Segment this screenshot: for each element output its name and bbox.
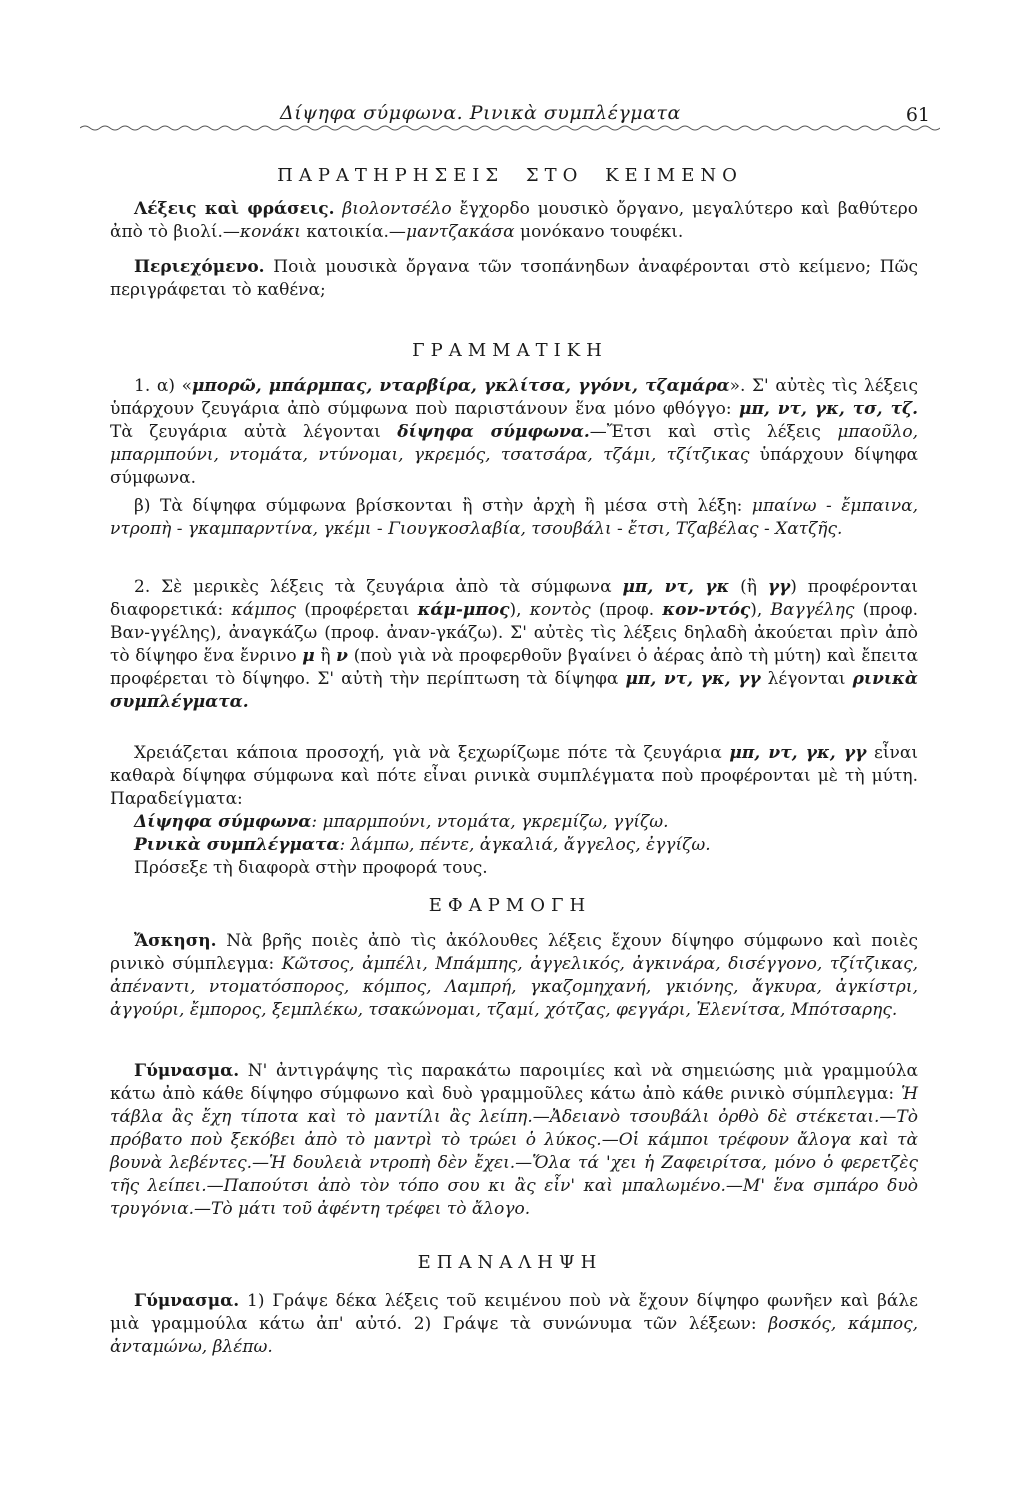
text-run: 2. Σὲ μερικὲς λέξεις τὰ ζευγάρια ἀπὸ τὰ σύμφωνα: [134, 577, 623, 597]
text-run: ) προφέρονται διαφορετικά:: [110, 577, 919, 620]
glossary-word: μαντζακάσα: [405, 222, 515, 242]
digraph-list: μπ, ντ, γκ, γγ: [729, 743, 867, 763]
term-digraphs: δίψηφα σύμφωνα.: [397, 422, 590, 442]
book-page: [80, 0, 940, 1500]
paragraph-words-phrases: [110, 198, 918, 244]
glossary-word: κονάκι: [239, 222, 301, 242]
glossary-definition: μονόκανο τουφέκι.: [514, 222, 684, 242]
page-number: 61: [905, 104, 930, 126]
text-run: ),: [509, 600, 530, 620]
header-wavy-rule: [80, 124, 940, 132]
pronunciation: κον-ντός: [662, 600, 751, 620]
content-question: Ποιὰ μουσικὰ ὄργανα τῶν τσοπάνηδων ἀναφέρονται στὸ κείμενο; Πῶς περιγράφεται τὸ καθένα;: [110, 257, 918, 300]
example-words: μπορῶ, μπάρμπας, νταρβίρα, γκλίτσα, γγόνι, τζαμάρα: [191, 376, 730, 396]
text-run: Σ' αὐτὲς τὶς λέξεις δηλαδὴ ἀκούεται πρὶν ἀπὸ τὸ δίψηφο ἕνα ἔνρινο: [110, 623, 918, 666]
text-run: (ἢ: [729, 577, 768, 597]
text-run: (προφέρεται: [296, 600, 418, 620]
proverb-list: Ἡ τάβλα ἂς ἔχη τίποτα καὶ τὸ μαντίλι ἂς λείπη.—Ἀδειανὸ τσουβάλι ὀρθὸ δὲ στέκεται.—Τὸ πρόβατο ποὺ ξεκόβει ἀπὸ τὸ μαντρὶ τὸ τρώει ὁ λύκος.—Οἱ κάμποι τρέφουν ἄλογα καὶ τὰ βουνὰ λεβέντες.—Ἡ δουλειὰ ντροπὴ δὲν ἔχει.—Ὅλα τά 'χει ἡ Ζαφειρίτσα, μόνο ὁ φερετζὲς τῆς λείπει.—Παπούτσι ἀπὸ τὸν τόπο σου κι ἂς εἶν' καὶ μπαλωμένο.—Μ' ἕνα σμπάρο δυὸ τρυγόνια.—Τὸ μάτι τοῦ ἀφέντη τρέφει τὸ ἄλογο.: [110, 1084, 918, 1219]
paragraph-exercise: [110, 930, 918, 1022]
pronunciation: κάμ-μπος: [417, 600, 510, 620]
running-title: Δίψηφα σύμφωνα. Ρινικὰ συμπλέγματα: [280, 102, 681, 124]
text-run: λέγονται: [760, 669, 853, 689]
example-word: κοντὸς: [529, 600, 591, 620]
exercise-word-list: Κῶτσος, ἀμπέλι, Μπάμπης, ἀγγελικός, ἀγκινάρα, δισέγγονο, τζίτζικας, ἀπέναντι, ντοματόσπορος, κόμπος, Λαμπρή, γκαζομηχανή, γκιόνης, ἄγκυρα, ἀγκίστρι, ἀγγούρι, ἔμπορος, ξεμπλέκω, τσακώνομαι, τζαμί, χότζας, φεγγάρι, Ἑλενίτσα, Μπότσαρης.: [110, 954, 918, 1020]
text-run: Τὰ ζευγάρια αὐτὰ λέγονται: [110, 422, 398, 442]
heading-application: ΕΦΑΡΜΟΓΗ: [428, 895, 592, 916]
running-header: [80, 96, 940, 130]
text-run: Ν' ἀντιγράψης τὶς παρακάτω παροιμίες καὶ νὰ σημειώσης μιὰ γραμμούλα κάτω ἀπὸ κάθε δίψηφο σύμφωνο καὶ δυὸ γραμμοῦλες κάτω ἀπὸ κάθε ρινικὸ σύμπλεγμα:: [110, 1061, 918, 1104]
example-line-digraphs: [134, 811, 918, 834]
label-words-phrases: Λέξεις καὶ φράσεις.: [134, 199, 335, 219]
text-run: ἢ: [314, 646, 337, 666]
nasal-m: μ: [302, 646, 315, 666]
text-run: Χρειάζεται κάποια προσοχή, γιὰ νὰ ξεχωρίζωμε πότε τὰ ζευγάρια: [134, 743, 730, 763]
text-run: Νὰ βρῆς ποιὲς ἀπὸ τὶς ἀκόλουθες λέξεις ἔχουν δίψηφο σύμφωνο καὶ ποιὲς ρινικὸ σύμπλεγμα:: [110, 931, 918, 974]
paragraph-review-drill: [110, 1290, 918, 1359]
heading-review: ΕΠΑΝΑΛΗΨΗ: [417, 1252, 603, 1273]
digraph-list: μπ, ντ, γκ: [622, 577, 730, 597]
text-run: —Ἔτσι καὶ στὶς λέξεις: [589, 422, 838, 442]
glossary-definition: κατοικία.—: [300, 222, 406, 242]
label-drill: Γύμνασμα.: [134, 1291, 240, 1311]
heading-grammar: ΓΡΑΜΜΑΤΙΚΗ: [412, 340, 608, 361]
example-word: Βαγγέλης: [770, 600, 855, 620]
text-run: ),: [750, 600, 771, 620]
example-line-nasal: [134, 834, 918, 857]
text-run: (προφ.: [590, 600, 663, 620]
digraph-gg: γγ: [767, 577, 791, 597]
text-run: ὑπάρχουν δίψηφα σύμφωνα.: [110, 445, 918, 488]
text-run: εἶναι καθαρὰ δίψηφα σύμφωνα καὶ πότε εἶναι ρινικὰ συμπλέγματα ποὺ προφέρονται μὲ τὴ μύτη. Παραδείγματα:: [110, 743, 918, 809]
label-drill: Γύμνασμα.: [134, 1061, 240, 1081]
digraph-list: μπ, ντ, γκ, γγ: [625, 669, 761, 689]
example-word: κάμπος: [231, 600, 297, 620]
label-content: Περιεχόμενο.: [134, 257, 265, 277]
review-word-list: βοσκός, κάμπος, ἀνταμώνω, βλέπω.: [110, 1314, 918, 1357]
example-list: : μπαρμπούνι, ντομάτα, γκρεμίζω, γγίζω.: [311, 812, 669, 832]
text-run: 1. α) «: [134, 376, 192, 396]
paragraph-grammar-1b: [110, 495, 918, 541]
digraph-list: μπ, ντ, γκ, τσ, τζ.: [739, 399, 918, 419]
paragraph-grammar-attention: [110, 742, 918, 811]
paragraph-grammar-2: [110, 576, 918, 714]
example-label: Ρινικὰ συμπλέγματα: [134, 835, 340, 855]
glossary-definition: ἔγχορδο μουσικὸ ὄργανο, μεγαλύτερο καὶ βαθύτερο ἀπὸ τὸ βιολί.—: [110, 199, 919, 242]
text-run: (ποὺ γιὰ νὰ προφερθοῦν βγαίνει ὁ ἀέρας ἀπὸ τὴ μύτη) καὶ ἔπειτα προφέρεται τὸ δίψηφο. Σ' αὐτὴ τὴν περίπτωση τὰ δίψηφα: [110, 646, 919, 689]
label-exercise: Ἄσκηση.: [134, 931, 217, 951]
example-words: μπαοῦλο, μπαρμπούνι, ντομάτα, ντύνομαι, γκρεμός, τσατσάρα, τζάμι, τζίτζικας: [110, 422, 918, 465]
example-label: Δίψηφα σύμφωνα: [134, 812, 312, 832]
nasal-n: ν: [336, 646, 348, 666]
paragraph-drill-proverbs: [110, 1060, 918, 1221]
text-run: 1) Γράψε δέκα λέξεις τοῦ κειμένου ποὺ νὰ ἔχουν δίψηφο φωνῆεν καὶ βάλε μιὰ γραμμούλα κάτω ἀπ' αὐτό. 2) Γράψε τὰ συνώνυμα τῶν λέξεων:: [110, 1291, 918, 1334]
example-list: : λάμπω, πέντε, ἀγκαλιά, ἄγγελος, ἐγγίζω.: [339, 835, 711, 855]
heading-observations: ΠΑΡΑΤΗΡΗΣΕΙΣ ΣΤΟ ΚΕΙΜΕΝΟ: [277, 165, 743, 186]
pronunciation-note: Πρόσεξε τὴ διαφορὰ στὴν προφορά τους.: [134, 858, 488, 878]
glossary-word: βιολοντσέλο: [342, 199, 452, 219]
example-words: μπαίνω - ἔμπαινα, ντροπὴ - γκαμπαρντίνα, γκέμι - Γιουγκοσλαβία, τσουβάλι - ἔτσι, Τζαβέλας - Χατζῆς.: [110, 496, 918, 539]
paragraph-grammar-1a: [110, 375, 918, 490]
text-run: (προφ. Βαν-γγέλης), ἀναγκάζω (προφ. ἀναν-γκάζω).: [110, 600, 918, 643]
term-nasal-clusters: ρινικὰ συμπλέγματα.: [110, 669, 918, 712]
text-run: β) Τὰ δίψηφα σύμφωνα βρίσκονται ἢ στὴν ἀρχὴ ἢ μέσα στὴ λέξη:: [134, 496, 752, 516]
paragraph-content: [110, 256, 918, 302]
text-run: ». Σ' αὐτὲς τὶς λέξεις ὑπάρχουν ζευγάρια ἀπὸ σύμφωνα ποὺ παριστάνουν ἕνα μόνο φθόγγο:: [110, 376, 918, 419]
